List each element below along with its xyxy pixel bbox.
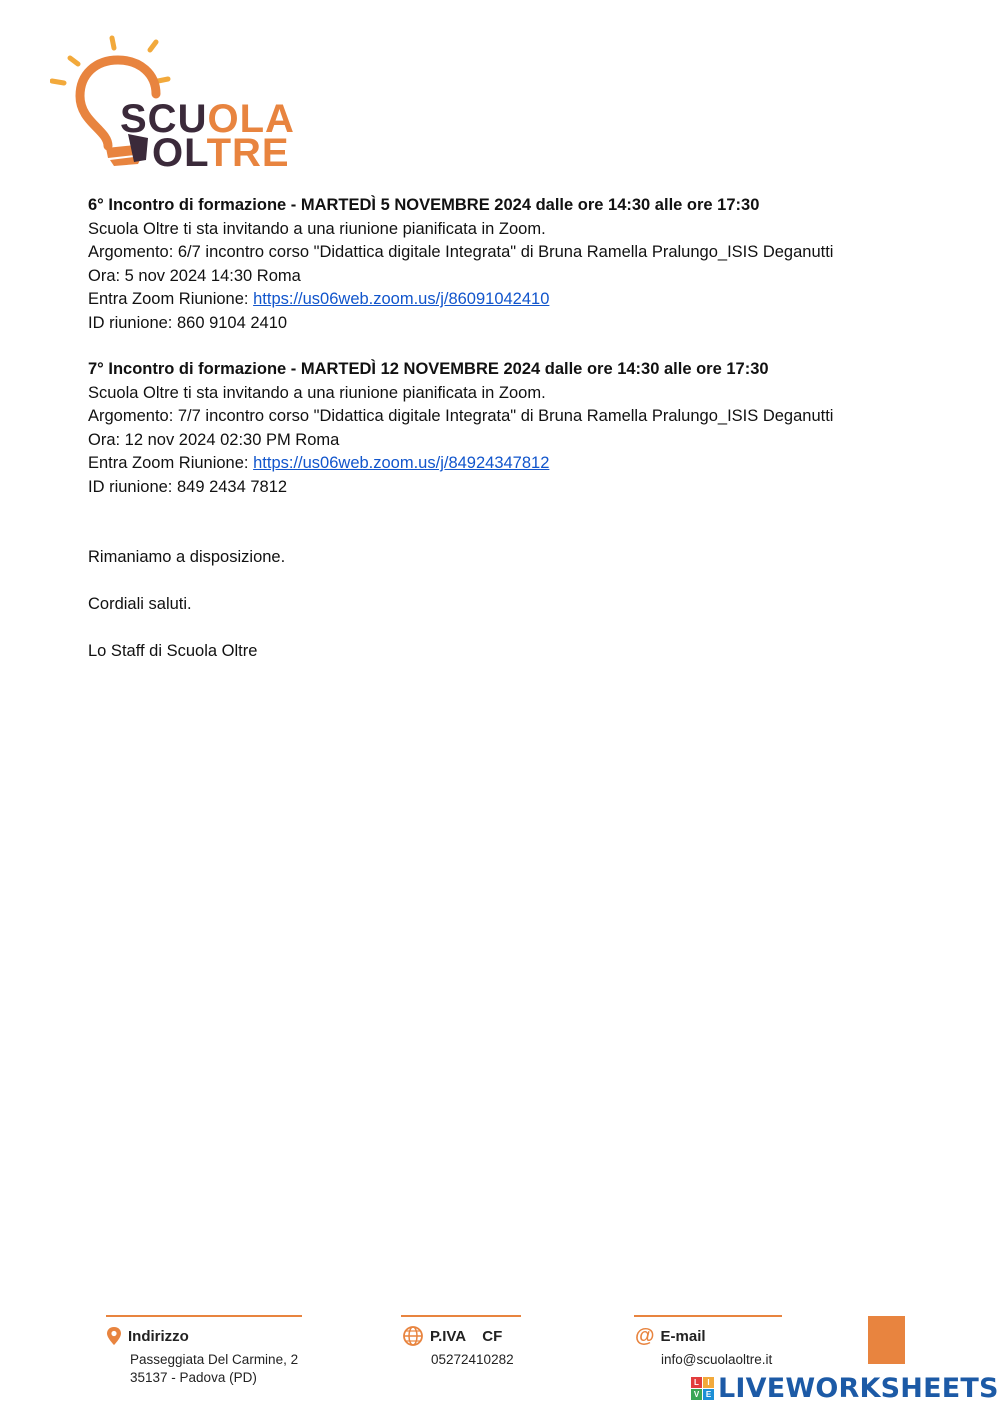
footer-address	[106, 1326, 298, 1387]
globe-icon	[402, 1325, 424, 1347]
join-label: Entra Zoom Riunione:	[88, 290, 254, 308]
join-label: Entra Zoom Riunione:	[88, 454, 254, 472]
footer-tax-value: 05272410282	[431, 1352, 514, 1367]
meeting-invite: Scuola Oltre ti sta invitando a una riunione pianificata in Zoom.	[88, 219, 546, 238]
meeting-join-row	[88, 288, 908, 312]
liveworksheets-text: LIVEWORKSHEETS	[718, 1373, 999, 1404]
svg-text:OLTRE	[152, 131, 290, 174]
closing-signature: Lo Staff di Scuola Oltre	[88, 642, 258, 660]
at-sign-icon: @	[635, 1324, 655, 1347]
meeting-heading: 7° Incontro di formazione - MARTEDÌ 12 NOVEMBRE 2024 dalle ore 14:30 alle ore 17:30	[88, 360, 769, 378]
meeting-block-6	[88, 194, 908, 335]
meeting-id: ID riunione: 849 2434 7812	[88, 477, 288, 496]
meeting-topic: Argomento: 6/7 incontro corso "Didattica digitale Integrata" di Bruna Ramella Pralungo_ISIS Deganutti	[88, 243, 834, 261]
zoom-link[interactable]: https://us06web.zoom.us/j/84924347812	[253, 454, 550, 472]
logo-word-ola: OLA	[207, 97, 295, 141]
footer-tax	[402, 1326, 514, 1369]
closing-greeting: Cordiali saluti.	[88, 595, 192, 613]
closing-availability: Rimaniamo a disposizione.	[88, 548, 286, 566]
liveworksheets-watermark	[691, 1373, 999, 1404]
footer-email	[635, 1326, 772, 1369]
meeting-time: Ora: 5 nov 2024 14:30 Roma	[88, 266, 301, 285]
footer-divider	[401, 1315, 521, 1317]
meeting-join-row	[88, 452, 908, 476]
footer-email-title: E-mail	[660, 1327, 706, 1345]
footer-accent-block	[868, 1316, 905, 1364]
letter-body	[88, 194, 908, 687]
footer-email-value[interactable]: info@scuolaoltre.it	[661, 1352, 773, 1367]
location-pin-icon	[106, 1326, 122, 1346]
footer-tax-title: P.IVA CF	[430, 1327, 503, 1345]
logo-word-scu: SCU	[120, 97, 208, 141]
logo-word-tre: TRE	[206, 131, 290, 174]
scuola-oltre-logo	[50, 34, 310, 174]
meeting-id: ID riunione: 860 9104 2410	[88, 313, 288, 332]
footer-address-line2: 35137 - Padova (PD)	[130, 1370, 257, 1385]
meeting-heading: 6° Incontro di formazione - MARTEDÌ 5 NOVEMBRE 2024 dalle ore 14:30 alle ore 17:30	[88, 196, 760, 214]
meeting-block-7	[88, 358, 908, 499]
footer-address-line1: Passeggiata Del Carmine, 2	[130, 1352, 299, 1367]
liveworksheets-logo-icon: L I V E	[691, 1377, 714, 1400]
zoom-link[interactable]: https://us06web.zoom.us/j/86091042410	[253, 290, 550, 308]
meeting-invite: Scuola Oltre ti sta invitando a una riunione pianificata in Zoom.	[88, 383, 546, 402]
meeting-time: Ora: 12 nov 2024 02:30 PM Roma	[88, 430, 340, 449]
footer-divider	[106, 1315, 302, 1317]
footer-address-title: Indirizzo	[128, 1327, 189, 1345]
logo-word-ol: OL	[152, 131, 207, 174]
meeting-topic: Argomento: 7/7 incontro corso "Didattica digitale Integrata" di Bruna Ramella Pralungo_ISIS Deganutti	[88, 407, 834, 425]
footer-divider	[634, 1315, 782, 1317]
